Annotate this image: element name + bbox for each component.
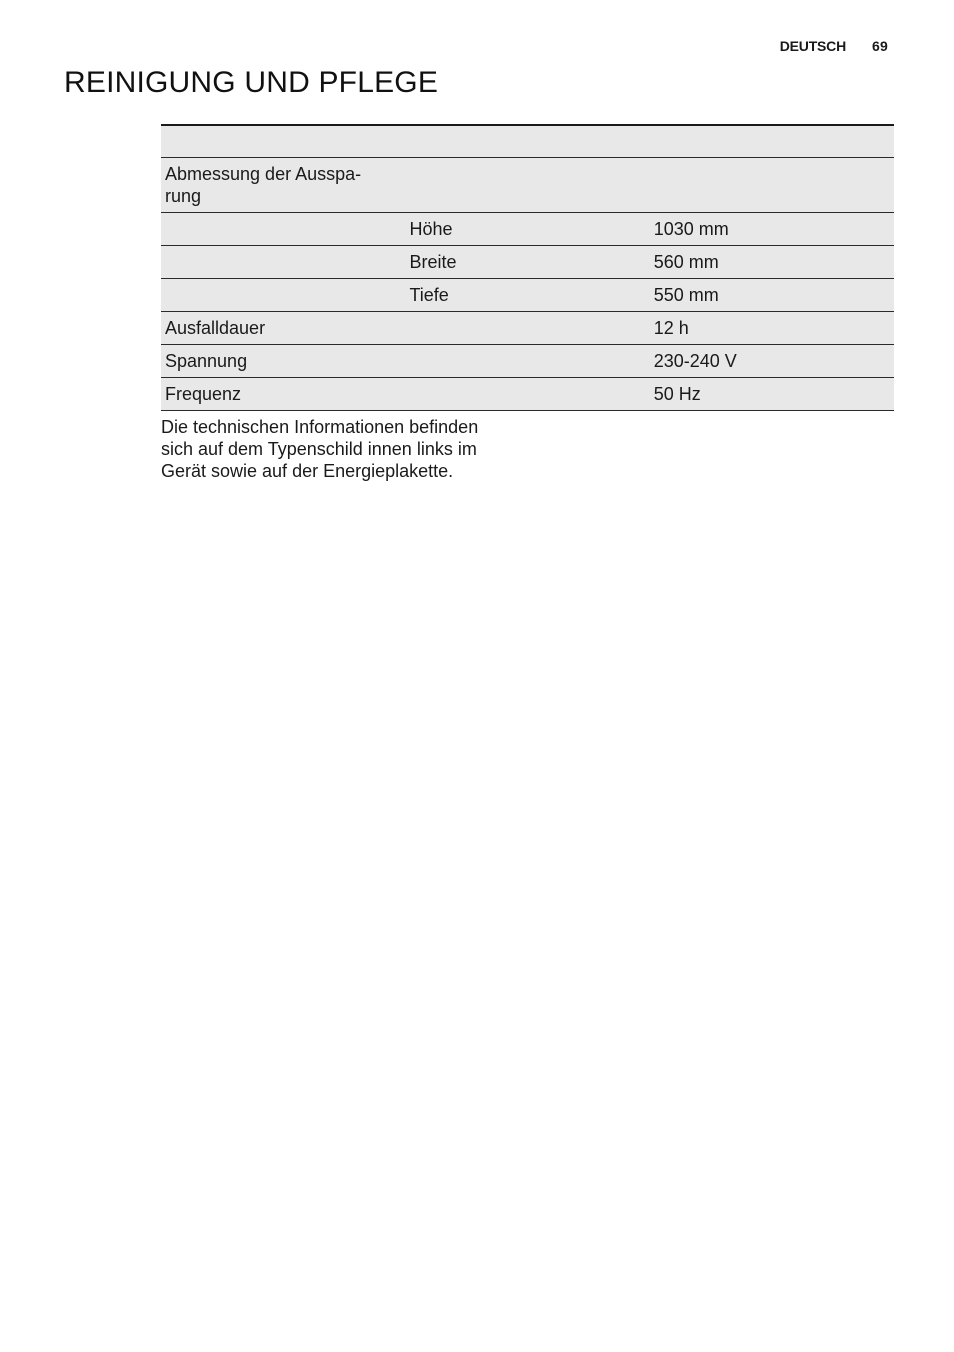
table-header-cell — [650, 125, 894, 158]
table-cell-sub — [405, 312, 649, 345]
table-row — [161, 378, 894, 411]
table-row — [161, 246, 894, 279]
note-line: Die technischen Informationen befinden — [161, 417, 479, 437]
table-cell-sub — [405, 378, 649, 411]
table-cell-sub: Höhe — [405, 213, 649, 246]
table-row — [161, 312, 894, 345]
note-line: sich auf dem Typenschild innen links im — [161, 439, 477, 459]
table-cell-value: 1030 mm — [650, 213, 894, 246]
table-cell-sub: Breite — [405, 246, 649, 279]
table-cell-label: Frequenz — [161, 378, 405, 411]
table-cell-sub: Tiefe — [405, 279, 649, 312]
table-cell-value: 230-240 V — [650, 345, 894, 378]
page-title: REINIGUNG UND PFLEGE — [64, 66, 439, 99]
rating-plate-note — [161, 416, 506, 482]
table-cell-value: 560 mm — [650, 246, 894, 279]
note-line: Gerät sowie auf der Energieplakette. — [161, 461, 454, 481]
table-cell-label: Spannung — [161, 345, 405, 378]
table-cell-value: 12 h — [650, 312, 894, 345]
table-cell-label — [161, 213, 405, 246]
recess-dimension-label — [161, 158, 405, 213]
table-cell — [405, 158, 649, 213]
recess-label-line1: Abmessung der Ausspa- — [165, 164, 362, 184]
table-row — [161, 279, 894, 312]
table-header-cell — [161, 125, 405, 158]
page-header — [780, 38, 888, 54]
technical-data-table — [161, 124, 894, 411]
table-header-cell — [405, 125, 649, 158]
table-header-row — [161, 125, 894, 158]
table-cell-value: 550 mm — [650, 279, 894, 312]
page-number: 69 — [872, 38, 888, 54]
language-label: DEUTSCH — [779, 38, 847, 54]
table-cell-sub — [405, 345, 649, 378]
recess-label-line2: rung — [165, 186, 202, 206]
table-cell — [650, 158, 894, 213]
table-row — [161, 345, 894, 378]
table-cell-value: 50 Hz — [650, 378, 894, 411]
table-cell-label — [161, 246, 405, 279]
table-cell-label — [161, 279, 405, 312]
table-row-recess — [161, 158, 894, 213]
table-row — [161, 213, 894, 246]
table-cell-label: Ausfalldauer — [161, 312, 405, 345]
